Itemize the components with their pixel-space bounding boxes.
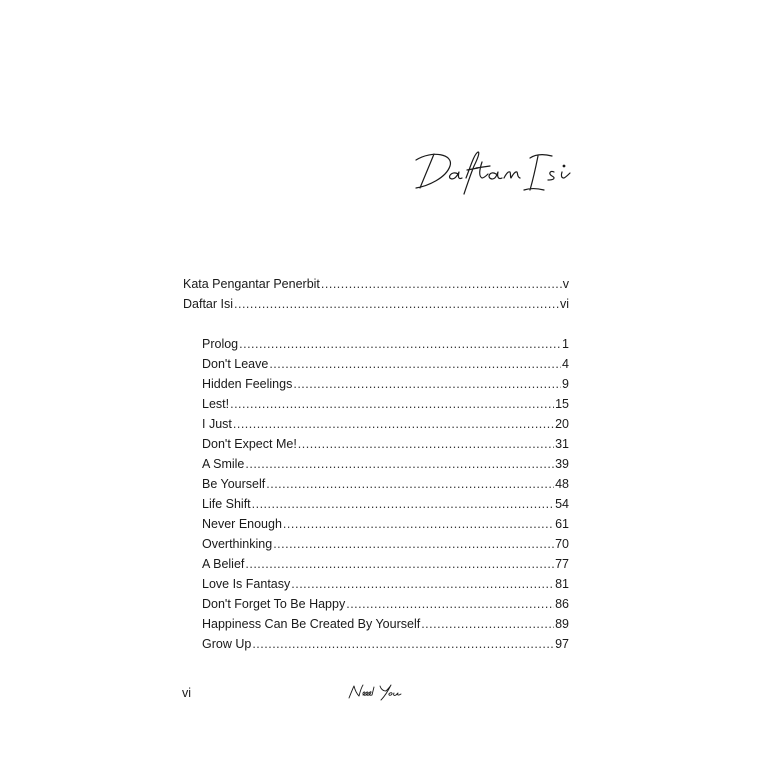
toc-entry bbox=[202, 414, 569, 434]
toc-leader-dots bbox=[269, 354, 561, 374]
toc-entry bbox=[202, 334, 569, 354]
toc-leader-dots bbox=[245, 554, 554, 574]
toc-leader-dots bbox=[298, 434, 554, 454]
toc-entry-label: Life Shift bbox=[202, 497, 251, 511]
toc-entry-label: Daftar Isi bbox=[183, 297, 234, 311]
toc-entry-label: Prolog bbox=[202, 337, 239, 351]
toc-entry-label: Kata Pengantar Penerbit bbox=[183, 277, 320, 291]
toc-entry bbox=[202, 434, 569, 454]
toc-entry-page: 86 bbox=[555, 597, 569, 611]
toc-entry-label: Happiness Can Be Created By Yourself bbox=[202, 617, 421, 631]
toc-leader-dots bbox=[321, 274, 562, 294]
toc-leader-dots bbox=[293, 374, 561, 394]
toc-entry-page: 4 bbox=[562, 357, 569, 371]
toc-chapters bbox=[202, 334, 569, 654]
page-number: vi bbox=[182, 686, 192, 700]
toc-entry-page: 54 bbox=[555, 497, 569, 511]
toc-entry-label: A Smile bbox=[202, 457, 245, 471]
toc-entry-page: 39 bbox=[555, 457, 569, 471]
toc-entry bbox=[202, 574, 569, 594]
toc-entry bbox=[202, 554, 569, 574]
toc-entry-page: 81 bbox=[555, 577, 569, 591]
toc-leader-dots bbox=[230, 394, 554, 414]
running-title-script bbox=[346, 683, 406, 701]
toc-entry bbox=[202, 494, 569, 514]
toc-entry bbox=[202, 514, 569, 534]
page-title bbox=[412, 148, 577, 196]
toc-entry-label: Hidden Feelings bbox=[202, 377, 293, 391]
toc-entry bbox=[202, 354, 569, 374]
toc-leader-dots bbox=[283, 514, 554, 534]
toc-entry-page: 31 bbox=[555, 437, 569, 451]
title-script-lettering bbox=[412, 148, 577, 196]
toc-leader-dots bbox=[233, 414, 554, 434]
toc-entry-label: A Belief bbox=[202, 557, 245, 571]
toc-entry-page: 97 bbox=[555, 637, 569, 651]
toc-entry-label: Don't Expect Me! bbox=[202, 437, 297, 451]
toc-entry-page: 70 bbox=[555, 537, 569, 551]
running-title-lettering bbox=[346, 683, 406, 701]
toc-entry bbox=[202, 394, 569, 414]
toc-entry-page: 20 bbox=[555, 417, 569, 431]
toc-entry-page: 1 bbox=[562, 337, 569, 351]
toc-entry bbox=[202, 454, 569, 474]
toc-entry-page: vi bbox=[559, 297, 569, 311]
toc-entry bbox=[202, 594, 569, 614]
toc-entry-label: Lest! bbox=[202, 397, 230, 411]
toc-entry bbox=[183, 294, 569, 314]
toc-entry-label: Don't Leave bbox=[202, 357, 269, 371]
toc-leader-dots bbox=[291, 574, 554, 594]
toc-entry bbox=[202, 474, 569, 494]
toc-entry-label: Grow Up bbox=[202, 637, 252, 651]
toc-entry-label: Never Enough bbox=[202, 517, 282, 531]
toc-entry-label: I Just bbox=[202, 417, 232, 431]
toc-entry-label: Overthinking bbox=[202, 537, 273, 551]
toc-entry bbox=[202, 534, 569, 554]
toc-leader-dots bbox=[234, 294, 559, 314]
toc-entry bbox=[202, 614, 569, 634]
toc-entry-page: 48 bbox=[555, 477, 569, 491]
toc-entry-label: Love Is Fantasy bbox=[202, 577, 291, 591]
toc-leader-dots bbox=[273, 534, 554, 554]
toc-entry-page: 77 bbox=[555, 557, 569, 571]
toc-entry-page: 89 bbox=[555, 617, 569, 631]
toc-leader-dots bbox=[252, 634, 554, 654]
toc-entry-label: Don't Forget To Be Happy bbox=[202, 597, 346, 611]
toc-entry bbox=[202, 374, 569, 394]
toc-entry-page: 15 bbox=[555, 397, 569, 411]
toc-entry-label: Be Yourself bbox=[202, 477, 266, 491]
toc-leader-dots bbox=[421, 614, 554, 634]
toc-entry bbox=[202, 634, 569, 654]
toc-leader-dots bbox=[239, 334, 561, 354]
toc-front-matter bbox=[183, 274, 569, 314]
toc-leader-dots bbox=[266, 474, 554, 494]
toc-entry-page: v bbox=[562, 277, 569, 291]
toc-entry bbox=[183, 274, 569, 294]
toc-leader-dots bbox=[346, 594, 554, 614]
toc-leader-dots bbox=[252, 494, 554, 514]
toc-entry-page: 61 bbox=[555, 517, 569, 531]
toc-leader-dots bbox=[245, 454, 554, 474]
toc-entry-page: 9 bbox=[562, 377, 569, 391]
